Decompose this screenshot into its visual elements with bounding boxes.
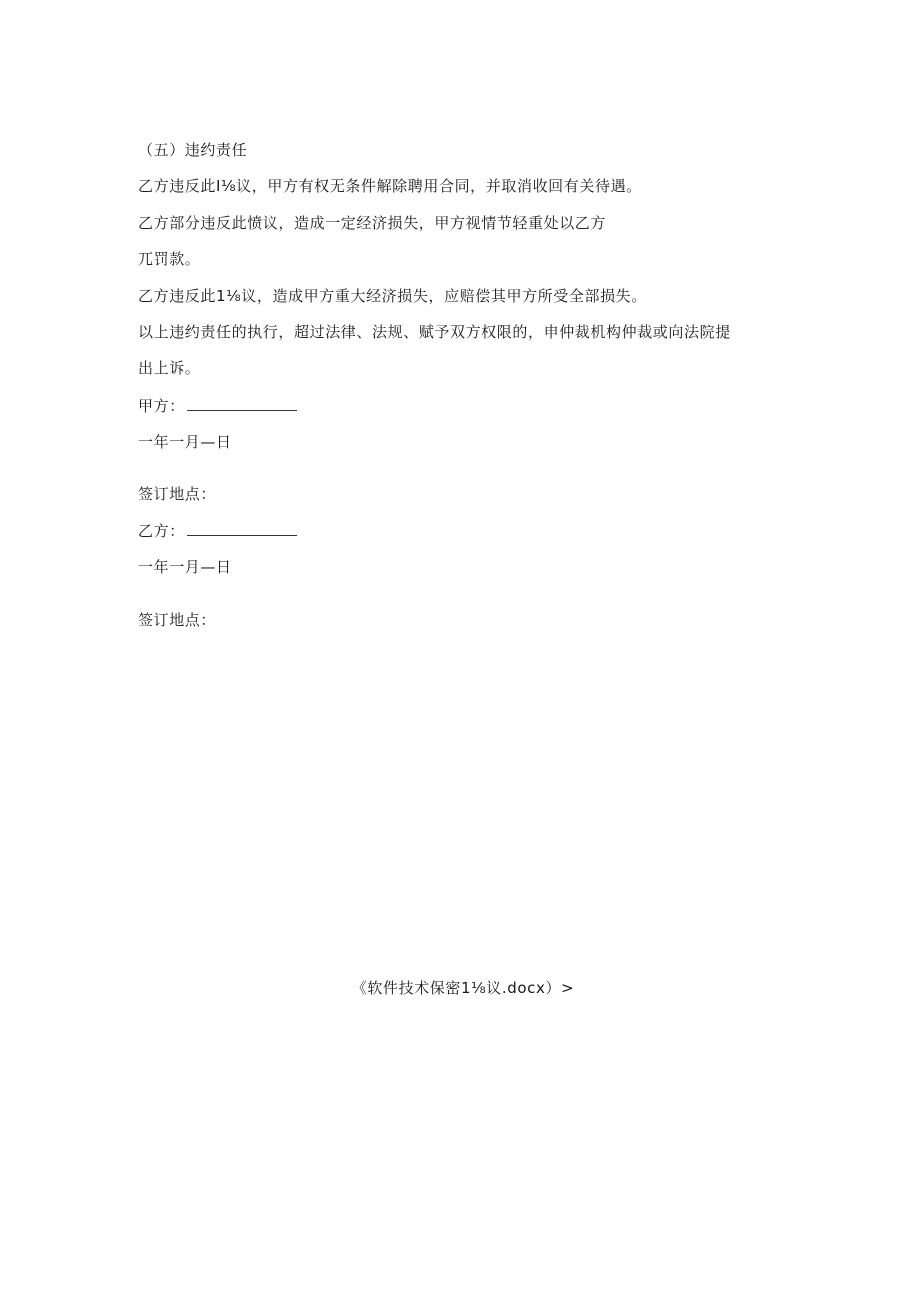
paragraph-6: 出上诉。: [138, 359, 201, 377]
party-b-signature-blank: [187, 521, 297, 536]
paragraph-2: 乙方部分违反此愤议，造成一定经济损失，甲方视情节轻重处以乙方: [138, 214, 607, 232]
party-a-date: 一年一月—日: [138, 433, 232, 451]
party-b-signature-line: [138, 521, 297, 541]
document-footer: 《软件技术保密1⅛议.docx）>: [351, 979, 575, 997]
party-b-label: 乙方：: [138, 522, 185, 540]
paragraph-4: 乙方违反此1⅛议，造成甲方重大经济损失，应赔偿其甲方所受全部损失。: [138, 287, 647, 305]
party-a-label: 甲方：: [138, 397, 185, 415]
paragraph-5: 以上违约责任的执行，超过法律、法规、赋予双方权限的，申仲裁机构仲裁或向法院提: [138, 323, 731, 341]
party-a-signature-line: [138, 396, 297, 416]
party-b-place-label: 签订地点：: [138, 611, 217, 629]
party-a-signature-blank: [187, 396, 297, 411]
paragraph-3: 兀罚款。: [138, 250, 201, 268]
party-b-date: 一年一月—日: [138, 558, 232, 576]
section-heading: （五）违约责任: [138, 141, 248, 159]
party-a-place-label: 签订地点：: [138, 485, 217, 503]
paragraph-1: 乙方违反此I⅛议，甲方有权无条件解除聘用合同，并取消收回有关待遇。: [138, 177, 642, 195]
